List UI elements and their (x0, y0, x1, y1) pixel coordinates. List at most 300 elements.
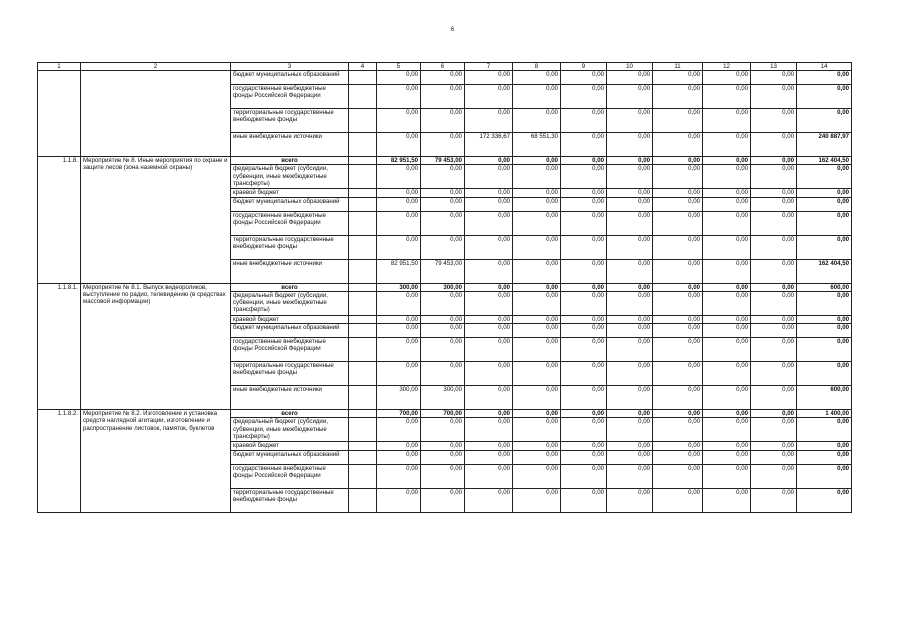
header-cell: 3 (231, 63, 349, 71)
value-cell: 0,00 (653, 291, 703, 315)
value-cell (349, 362, 377, 386)
value-cell: 0,00 (465, 189, 513, 197)
value-cell: 0,00 (377, 442, 421, 450)
funding-source-cell: бюджет муниципальных образований (231, 450, 349, 464)
value-cell: 0,00 (653, 386, 703, 410)
value-cell (349, 283, 377, 291)
value-cell: 0,00 (751, 315, 797, 323)
value-cell (349, 488, 377, 512)
item-code-cell: 1.1.8. (38, 157, 81, 284)
value-cell: 0,00 (751, 410, 797, 418)
header-cell: 5 (377, 63, 421, 71)
value-cell: 0,00 (561, 259, 607, 283)
value-cell: 0,00 (377, 197, 421, 211)
value-cell: 600,00 (797, 386, 852, 410)
value-cell: 0,00 (703, 418, 751, 442)
funding-source-cell: территориальные государственные внебюджетные фонды (231, 235, 349, 259)
value-cell: 0,00 (561, 133, 607, 157)
value-cell: 0,00 (751, 418, 797, 442)
value-cell: 0,00 (797, 324, 852, 338)
funding-source-cell: краевой бюджет (231, 315, 349, 323)
value-cell: 0,00 (653, 450, 703, 464)
value-cell: 700,00 (377, 410, 421, 418)
value-cell: 0,00 (513, 165, 561, 189)
value-cell: 0,00 (465, 157, 513, 165)
value-cell: 0,00 (513, 235, 561, 259)
header-cell: 2 (81, 63, 231, 71)
value-cell: 0,00 (377, 211, 421, 235)
value-cell: 0,00 (377, 338, 421, 362)
value-cell: 1 400,00 (797, 410, 852, 418)
value-cell: 0,00 (465, 109, 513, 133)
value-cell: 0,00 (797, 189, 852, 197)
value-cell: 0,00 (653, 315, 703, 323)
value-cell: 0,00 (607, 464, 653, 488)
value-cell: 0,00 (421, 442, 465, 450)
value-cell: 0,00 (561, 386, 607, 410)
value-cell: 0,00 (797, 235, 852, 259)
funding-source-cell: бюджет муниципальных образований (231, 197, 349, 211)
value-cell: 0,00 (797, 362, 852, 386)
value-cell: 0,00 (751, 362, 797, 386)
value-cell: 0,00 (751, 464, 797, 488)
value-cell: 0,00 (653, 165, 703, 189)
value-cell: 0,00 (513, 488, 561, 512)
value-cell: 0,00 (703, 235, 751, 259)
value-cell (349, 211, 377, 235)
value-cell: 82 951,50 (377, 157, 421, 165)
item-code-cell (38, 71, 81, 157)
value-cell (349, 315, 377, 323)
value-cell (349, 418, 377, 442)
funding-source-cell: бюджет муниципальных образований (231, 71, 349, 85)
value-cell: 0,00 (703, 362, 751, 386)
value-cell: 0,00 (465, 442, 513, 450)
value-cell: 0,00 (703, 450, 751, 464)
value-cell: 0,00 (377, 324, 421, 338)
value-cell: 0,00 (751, 338, 797, 362)
value-cell: 0,00 (421, 464, 465, 488)
value-cell: 0,00 (513, 291, 561, 315)
value-cell: 0,00 (377, 189, 421, 197)
table-row (38, 410, 852, 418)
value-cell: 0,00 (377, 165, 421, 189)
value-cell: 0,00 (377, 315, 421, 323)
value-cell: 0,00 (377, 235, 421, 259)
value-cell: 172 336,67 (465, 133, 513, 157)
item-title-cell: Мероприятие № 8.2. Изготовление и установка средств наглядной агитации, изготовление и распространение листовок, памяток, буклетов (81, 410, 231, 513)
value-cell: 0,00 (513, 157, 561, 165)
value-cell: 0,00 (377, 133, 421, 157)
value-cell (349, 410, 377, 418)
value-cell: 0,00 (797, 488, 852, 512)
value-cell: 0,00 (465, 450, 513, 464)
value-cell (349, 324, 377, 338)
value-cell: 0,00 (607, 386, 653, 410)
value-cell: 0,00 (377, 362, 421, 386)
value-cell (349, 133, 377, 157)
value-cell (349, 197, 377, 211)
value-cell: 0,00 (751, 442, 797, 450)
value-cell: 0,00 (561, 362, 607, 386)
value-cell: 0,00 (703, 442, 751, 450)
value-cell: 0,00 (751, 157, 797, 165)
value-cell: 0,00 (465, 324, 513, 338)
value-cell: 79 453,00 (421, 157, 465, 165)
value-cell: 0,00 (703, 410, 751, 418)
funding-source-cell: краевой бюджет (231, 442, 349, 450)
value-cell: 0,00 (377, 464, 421, 488)
funding-source-cell: государственные внебюджетные фонды Российской Федерации (231, 338, 349, 362)
value-cell: 0,00 (751, 133, 797, 157)
value-cell: 0,00 (421, 133, 465, 157)
value-cell: 162 404,50 (797, 157, 852, 165)
value-cell: 0,00 (421, 488, 465, 512)
value-cell: 0,00 (513, 442, 561, 450)
value-cell: 0,00 (421, 418, 465, 442)
funding-source-cell: федеральный бюджет (субсидии, субвенции, иные межбюджетные трансферты) (231, 418, 349, 442)
value-cell: 0,00 (465, 165, 513, 189)
value-cell: 0,00 (703, 189, 751, 197)
value-cell: 0,00 (607, 71, 653, 85)
value-cell (349, 109, 377, 133)
value-cell: 0,00 (377, 291, 421, 315)
value-cell: 600,00 (797, 283, 852, 291)
value-cell: 0,00 (421, 315, 465, 323)
value-cell: 0,00 (561, 85, 607, 109)
value-cell: 0,00 (751, 386, 797, 410)
funding-source-cell: иные внебюджетные источники (231, 259, 349, 283)
value-cell: 0,00 (653, 464, 703, 488)
value-cell: 300,00 (377, 283, 421, 291)
value-cell: 0,00 (421, 235, 465, 259)
value-cell: 0,00 (703, 157, 751, 165)
item-title-cell: Мероприятие № 8.1. Выпуск видеороликов, выступление по радио, телевидению (в средствах массовой информации) (81, 283, 231, 410)
value-cell: 0,00 (465, 386, 513, 410)
value-cell: 0,00 (561, 410, 607, 418)
value-cell: 0,00 (751, 324, 797, 338)
header-cell: 12 (703, 63, 751, 71)
header-cell: 13 (751, 63, 797, 71)
value-cell: 0,00 (751, 450, 797, 464)
value-cell: 0,00 (421, 211, 465, 235)
value-cell: 0,00 (561, 418, 607, 442)
value-cell: 0,00 (513, 71, 561, 85)
value-cell (349, 338, 377, 362)
value-cell: 0,00 (607, 442, 653, 450)
value-cell: 0,00 (513, 109, 561, 133)
funding-source-cell: иные внебюджетные источники (231, 386, 349, 410)
value-cell: 0,00 (421, 197, 465, 211)
value-cell: 0,00 (377, 488, 421, 512)
value-cell: 0,00 (653, 410, 703, 418)
value-cell: 0,00 (607, 418, 653, 442)
value-cell: 0,00 (561, 283, 607, 291)
funding-source-cell: территориальные государственные внебюджетные фонды (231, 488, 349, 512)
value-cell: 0,00 (797, 464, 852, 488)
value-cell: 0,00 (653, 189, 703, 197)
value-cell: 0,00 (607, 197, 653, 211)
value-cell: 0,00 (797, 109, 852, 133)
value-cell: 0,00 (421, 165, 465, 189)
value-cell: 0,00 (377, 450, 421, 464)
value-cell: 0,00 (653, 362, 703, 386)
funding-source-cell: государственные внебюджетные фонды Российской Федерации (231, 85, 349, 109)
header-cell: 10 (607, 63, 653, 71)
header-cell: 8 (513, 63, 561, 71)
value-cell: 0,00 (797, 442, 852, 450)
value-cell: 0,00 (653, 71, 703, 85)
value-cell: 0,00 (465, 315, 513, 323)
value-cell: 0,00 (513, 315, 561, 323)
value-cell: 0,00 (513, 362, 561, 386)
item-title-cell: Мероприятие № 8. Иные мероприятия по охране и защите лесов (зона наземной охраны) (81, 157, 231, 284)
value-cell: 0,00 (421, 338, 465, 362)
value-cell: 0,00 (703, 338, 751, 362)
value-cell: 0,00 (607, 259, 653, 283)
value-cell: 162 404,50 (797, 259, 852, 283)
funding-source-cell: территориальные государственные внебюджетные фонды (231, 362, 349, 386)
value-cell: 0,00 (513, 197, 561, 211)
value-cell: 0,00 (653, 338, 703, 362)
value-cell: 0,00 (653, 197, 703, 211)
value-cell: 0,00 (751, 109, 797, 133)
value-cell: 0,00 (607, 488, 653, 512)
value-cell: 0,00 (607, 324, 653, 338)
value-cell: 0,00 (421, 85, 465, 109)
value-cell: 0,00 (653, 157, 703, 165)
value-cell: 0,00 (653, 235, 703, 259)
value-cell: 0,00 (751, 283, 797, 291)
value-cell: 0,00 (703, 211, 751, 235)
value-cell: 0,00 (653, 418, 703, 442)
value-cell: 0,00 (561, 291, 607, 315)
value-cell: 0,00 (377, 109, 421, 133)
value-cell: 0,00 (513, 283, 561, 291)
header-cell: 9 (561, 63, 607, 71)
value-cell: 0,00 (421, 324, 465, 338)
value-cell: 68 551,30 (513, 133, 561, 157)
value-cell: 0,00 (421, 189, 465, 197)
value-cell: 0,00 (751, 488, 797, 512)
value-cell: 0,00 (703, 197, 751, 211)
value-cell: 0,00 (653, 211, 703, 235)
value-cell: 0,00 (421, 362, 465, 386)
value-cell: 0,00 (607, 157, 653, 165)
value-cell: 0,00 (653, 283, 703, 291)
value-cell: 0,00 (607, 410, 653, 418)
value-cell: 0,00 (513, 386, 561, 410)
value-cell: 0,00 (797, 197, 852, 211)
value-cell: 0,00 (561, 189, 607, 197)
value-cell: 0,00 (703, 464, 751, 488)
value-cell: 0,00 (607, 338, 653, 362)
value-cell: 0,00 (607, 315, 653, 323)
value-cell: 0,00 (653, 133, 703, 157)
value-cell (349, 450, 377, 464)
value-cell: 0,00 (561, 211, 607, 235)
header-row (38, 63, 852, 71)
value-cell: 0,00 (703, 283, 751, 291)
value-cell: 0,00 (751, 235, 797, 259)
value-cell: 0,00 (561, 324, 607, 338)
value-cell: 0,00 (797, 315, 852, 323)
item-title-cell (81, 71, 231, 157)
value-cell: 0,00 (465, 464, 513, 488)
value-cell: 300,00 (377, 386, 421, 410)
value-cell: 0,00 (797, 85, 852, 109)
value-cell: 0,00 (607, 85, 653, 109)
value-cell: 0,00 (561, 165, 607, 189)
value-cell: 0,00 (513, 211, 561, 235)
value-cell: 300,00 (421, 386, 465, 410)
value-cell: 0,00 (797, 291, 852, 315)
value-cell: 0,00 (607, 235, 653, 259)
value-cell: 0,00 (513, 189, 561, 197)
value-cell: 0,00 (465, 291, 513, 315)
value-cell: 0,00 (607, 165, 653, 189)
value-cell: 0,00 (465, 418, 513, 442)
value-cell: 0,00 (377, 71, 421, 85)
value-cell: 0,00 (751, 259, 797, 283)
value-cell (349, 442, 377, 450)
value-cell: 0,00 (513, 338, 561, 362)
value-cell: 0,00 (377, 418, 421, 442)
value-cell (349, 291, 377, 315)
page-number: 6 (450, 27, 455, 33)
value-cell: 0,00 (653, 442, 703, 450)
funding-source-cell: бюджет муниципальных образований (231, 324, 349, 338)
value-cell: 0,00 (377, 85, 421, 109)
value-cell: 0,00 (797, 338, 852, 362)
value-cell: 0,00 (607, 450, 653, 464)
value-cell (349, 165, 377, 189)
value-cell: 0,00 (513, 450, 561, 464)
value-cell: 0,00 (421, 71, 465, 85)
value-cell: 0,00 (703, 324, 751, 338)
funding-source-cell: федеральный бюджет (субсидии, субвенции, иные межбюджетные трансферты) (231, 165, 349, 189)
value-cell: 0,00 (653, 259, 703, 283)
value-cell: 0,00 (513, 324, 561, 338)
item-code-cell: 1.1.8.1. (38, 283, 81, 410)
funding-source-cell: государственные внебюджетные фонды Российской Федерации (231, 464, 349, 488)
value-cell: 79 453,00 (421, 259, 465, 283)
value-cell: 0,00 (607, 133, 653, 157)
value-cell (349, 235, 377, 259)
value-cell: 0,00 (513, 464, 561, 488)
value-cell (349, 464, 377, 488)
value-cell: 0,00 (561, 488, 607, 512)
value-cell: 0,00 (561, 109, 607, 133)
value-cell (349, 259, 377, 283)
value-cell: 0,00 (465, 259, 513, 283)
funding-source-cell: всего (231, 283, 349, 291)
value-cell: 0,00 (703, 71, 751, 85)
funding-source-cell: иные внебюджетные источники (231, 133, 349, 157)
value-cell: 0,00 (421, 450, 465, 464)
value-cell: 0,00 (653, 85, 703, 109)
value-cell: 0,00 (421, 109, 465, 133)
value-cell (349, 85, 377, 109)
value-cell: 0,00 (607, 283, 653, 291)
value-cell: 0,00 (797, 71, 852, 85)
value-cell: 0,00 (465, 362, 513, 386)
value-cell: 0,00 (465, 197, 513, 211)
value-cell: 0,00 (465, 211, 513, 235)
value-cell: 0,00 (653, 324, 703, 338)
value-cell: 0,00 (561, 464, 607, 488)
table-row (38, 157, 852, 165)
value-cell: 0,00 (607, 109, 653, 133)
value-cell: 0,00 (513, 259, 561, 283)
value-cell: 0,00 (561, 157, 607, 165)
table-row (38, 283, 852, 291)
value-cell (349, 157, 377, 165)
value-cell: 0,00 (703, 165, 751, 189)
value-cell: 0,00 (751, 211, 797, 235)
value-cell: 0,00 (703, 133, 751, 157)
value-cell: 0,00 (751, 197, 797, 211)
value-cell: 0,00 (561, 338, 607, 362)
value-cell: 0,00 (703, 291, 751, 315)
value-cell: 300,00 (421, 283, 465, 291)
item-code-cell: 1.1.8.2. (38, 410, 81, 513)
value-cell (349, 386, 377, 410)
value-cell: 82 951,50 (377, 259, 421, 283)
value-cell: 0,00 (465, 338, 513, 362)
value-cell: 0,00 (703, 386, 751, 410)
value-cell: 0,00 (561, 442, 607, 450)
header-cell: 14 (797, 63, 852, 71)
value-cell: 0,00 (465, 235, 513, 259)
value-cell: 0,00 (751, 189, 797, 197)
value-cell: 700,00 (421, 410, 465, 418)
header-cell: 4 (349, 63, 377, 71)
value-cell: 0,00 (561, 197, 607, 211)
value-cell: 0,00 (561, 71, 607, 85)
funding-source-cell: всего (231, 410, 349, 418)
funding-source-cell: территориальные государственные внебюджетные фонды (231, 109, 349, 133)
value-cell: 0,00 (751, 71, 797, 85)
value-cell (349, 189, 377, 197)
value-cell: 0,00 (607, 291, 653, 315)
value-cell: 0,00 (561, 315, 607, 323)
value-cell: 0,00 (465, 85, 513, 109)
value-cell: 0,00 (797, 211, 852, 235)
funding-source-cell: краевой бюджет (231, 189, 349, 197)
header-cell: 1 (38, 63, 81, 71)
value-cell: 0,00 (513, 85, 561, 109)
value-cell: 0,00 (797, 450, 852, 464)
value-cell: 0,00 (751, 291, 797, 315)
value-cell: 0,00 (561, 235, 607, 259)
header-cell: 11 (653, 63, 703, 71)
value-cell: 0,00 (513, 410, 561, 418)
value-cell: 0,00 (703, 109, 751, 133)
value-cell: 0,00 (653, 109, 703, 133)
value-cell: 0,00 (561, 450, 607, 464)
value-cell: 0,00 (607, 189, 653, 197)
value-cell: 0,00 (465, 488, 513, 512)
value-cell: 0,00 (751, 85, 797, 109)
value-cell: 0,00 (421, 291, 465, 315)
value-cell: 0,00 (607, 362, 653, 386)
value-cell: 0,00 (703, 315, 751, 323)
value-cell: 0,00 (607, 211, 653, 235)
table-row (38, 71, 852, 85)
funding-source-cell: государственные внебюджетные фонды Российской Федерации (231, 211, 349, 235)
value-cell: 0,00 (703, 259, 751, 283)
